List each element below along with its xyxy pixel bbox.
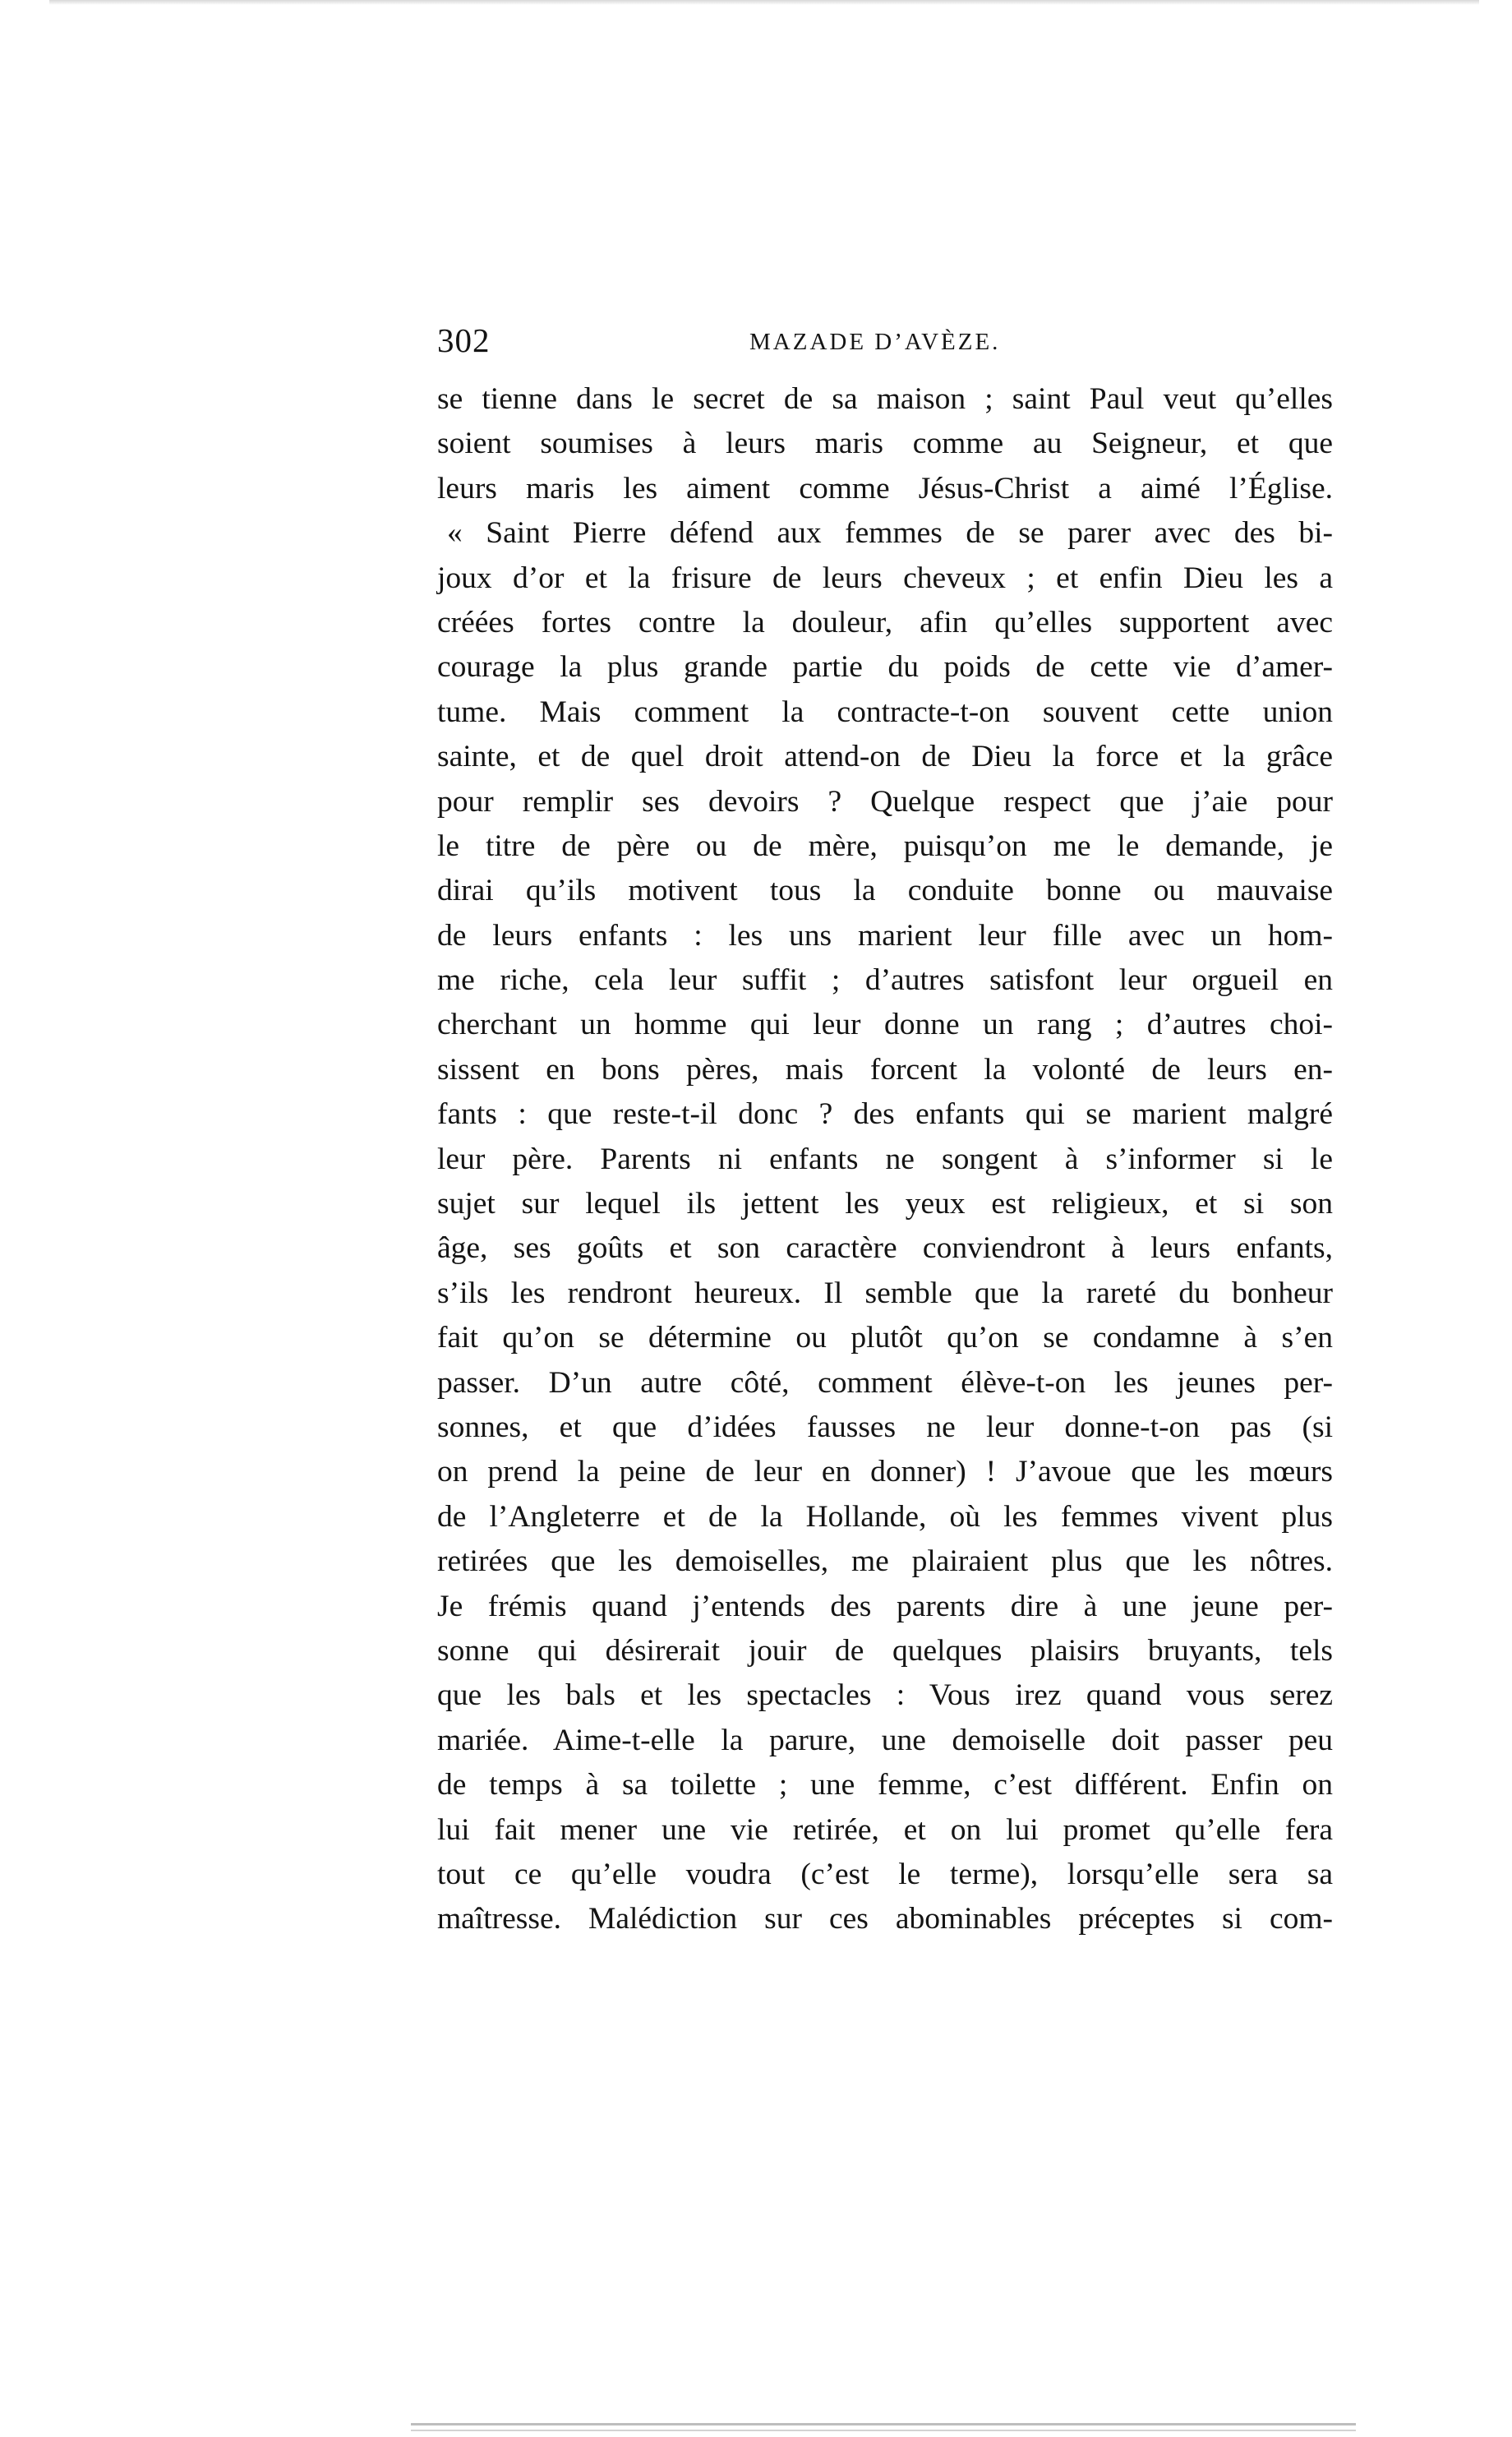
- text-line: fants : que reste-t-il donc ? des enfants qui se marient malgré: [437, 1097, 1333, 1132]
- text-line: s’ils les rendront heureux. Il semble que la rareté du bonheur: [437, 1276, 1333, 1310]
- text-line: maîtresse. Malédiction sur ces abominables préceptes si com-: [437, 1902, 1333, 1936]
- text-line: cherchant un homme qui leur donne un rang ; d’autres choi-: [437, 1008, 1333, 1042]
- text-line: leurs maris les aiment comme Jésus-Christ a aimé l’Église.: [437, 471, 1333, 505]
- scan-edge-bottom: [411, 2423, 1356, 2425]
- page-header: [437, 321, 1333, 367]
- text-line: fait qu’on se détermine ou plutôt qu’on se condamne à s’en: [437, 1321, 1333, 1355]
- body-text: [437, 377, 1333, 1942]
- text-line: lui fait mener une vie retirée, et on lui promet qu’elle fera: [437, 1812, 1333, 1847]
- text-line: passer. D’un autre côté, comment élève-t-on les jeunes per-: [437, 1365, 1333, 1400]
- text-line: mariée. Aime-t-elle la parure, une demoiselle doit passer peu: [437, 1723, 1333, 1757]
- scan-edge-top: [49, 0, 1479, 5]
- text-line: « Saint Pierre défend aux femmes de se parer avec des bi-: [447, 516, 1333, 551]
- text-line: soient soumises à leurs maris comme au Seigneur, et que: [437, 427, 1333, 461]
- text-line: que les bals et les spectacles : Vous irez quand vous serez: [437, 1678, 1333, 1713]
- text-line: de temps à sa toilette ; une femme, c’est différent. Enfin on: [437, 1768, 1333, 1802]
- text-line: joux d’or et la frisure de leurs cheveux ; et enfin Dieu les a: [437, 561, 1333, 595]
- text-line: tout ce qu’elle voudra (c’est le terme), lorsqu’elle sera sa: [437, 1857, 1333, 1891]
- text-line: retirées que les demoiselles, me plairaient plus que les nôtres.: [437, 1544, 1333, 1579]
- text-line: on prend la peine de leur en donner) ! J’avoue que les mœurs: [437, 1455, 1333, 1489]
- text-line: de l’Angleterre et de la Hollande, où les femmes vivent plus: [437, 1499, 1333, 1534]
- text-line: leur père. Parents ni enfants ne songent à s’informer si le: [437, 1142, 1333, 1176]
- page-number: 302: [437, 321, 491, 359]
- text-line: dirai qu’ils motivent tous la conduite bonne ou mauvaise: [437, 874, 1333, 908]
- text-line: sonnes, et que d’idées fausses ne leur donne-t-on pas (si: [437, 1410, 1333, 1444]
- text-line: sonne qui désirerait jouir de quelques plaisirs bruyants, tels: [437, 1633, 1333, 1668]
- text-line: Je frémis quand j’entends des parents dire à une jeune per-: [437, 1589, 1333, 1623]
- text-line: le titre de père ou de mère, puisqu’on me le demande, je: [437, 828, 1333, 863]
- text-line: créées fortes contre la douleur, afin qu’elles supportent avec: [437, 605, 1333, 639]
- text-line: tume. Mais comment la contracte-t-on souvent cette union: [437, 695, 1333, 729]
- text-line: sissent en bons pères, mais forcent la volonté de leurs en-: [437, 1052, 1333, 1087]
- text-line: se tienne dans le secret de sa maison ; saint Paul veut qu’elles: [437, 382, 1333, 416]
- text-line: sujet sur lequel ils jettent les yeux est religieux, et si son: [437, 1187, 1333, 1221]
- text-line: sainte, et de quel droit attend-on de Dieu la force et la grâce: [437, 740, 1333, 774]
- text-line: courage la plus grande partie du poids de cette vie d’amer-: [437, 650, 1333, 685]
- running-title: MAZADE D’AVÈZE.: [749, 329, 1001, 355]
- scan-edge-bottom: [411, 2430, 1356, 2431]
- text-line: âge, ses goûts et son caractère conviendront à leurs enfants,: [437, 1231, 1333, 1266]
- text-line: pour remplir ses devoirs ? Quelque respect que j’aie pour: [437, 784, 1333, 819]
- text-line: de leurs enfants : les uns marient leur fille avec un hom-: [437, 918, 1333, 953]
- text-line: me riche, cela leur suffit ; d’autres satisfont leur orgueil en: [437, 963, 1333, 998]
